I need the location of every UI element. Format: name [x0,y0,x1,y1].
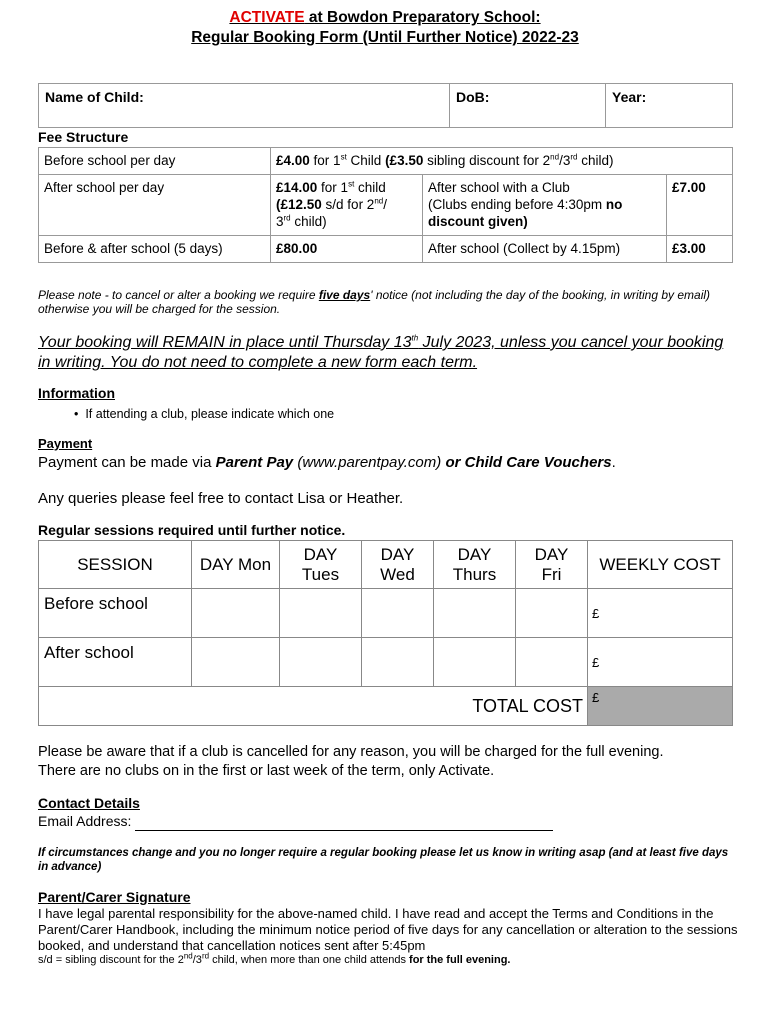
fee-collect-price: £3.00 [667,236,733,263]
cell-after-tue[interactable] [280,638,362,687]
form-title [0,9,770,27]
cell-after-fri[interactable] [516,638,588,687]
col-wed: DAY Wed [362,541,434,589]
cell-before-weekly[interactable]: £ [588,589,733,638]
information-bullet: • If attending a club, please indicate which one [74,407,335,421]
booking-remain-notice: Your booking will REMAIN in place until Thursday 13th July 2023, unless you cancel your booking in writing. You do not need to complete a new form each term. [38,333,724,371]
child-name-field[interactable]: Name of Child: [39,84,450,128]
circumstances-note: If circumstances change and you no longer require a regular booking please let us know in writing asap (and at least five days in advance) [38,847,729,873]
col-fri: DAY Fri [516,541,588,589]
fee-club-label: After school with a Club (Clubs ending before 4:30pm no discount given) [423,175,667,236]
cell-before-fri[interactable] [516,589,588,638]
fee-after-label: After school per day [39,175,271,236]
sibling-discount-footnote: s/d = sibling discount for the 2nd/3rd child, when more than one child attends for the full evening. [38,951,511,966]
table-row [39,687,733,726]
cell-after-mon[interactable] [192,638,280,687]
fee-before-price: £4.00 for 1st Child (£3.50 sibling discount for 2nd/3rd child) [271,148,733,175]
signature-text: I have legal parental responsibility for the above-named child. I have read and accept the Terms and Conditions in the Parent/Carer Handbook, including the minimum notice period of five days for any cancellation or alteration to the sessions booked, and understand that cancellation notices sent after 5:45pm [38,906,738,953]
total-cost-label: TOTAL COST [39,687,588,726]
queries-text: Any queries please feel free to contact Lisa or Heather. [38,490,404,507]
payment-text: Payment can be made via Parent Pay (www.parentpay.com) or Child Care Vouchers. [38,454,616,471]
email-field[interactable] [135,817,553,831]
col-session: SESSION [39,541,192,589]
cell-before-tue[interactable] [280,589,362,638]
cell-after-wed[interactable] [362,638,434,687]
form-subtitle: Regular Booking Form (Until Further Notice) 2022-23 [191,29,579,46]
payment-heading: Payment [38,436,93,451]
sessions-table [38,540,733,726]
sessions-heading: Regular sessions required until further notice. [38,522,346,538]
year-field[interactable]: Year: [606,84,733,128]
cancellation-note: Please note - to cancel or alter a booking we require five days' notice (not including the day of the booking, in writing by email) otherwise you will be charged for the session. [38,288,711,316]
bullet-icon: • [74,407,86,421]
cell-after-weekly[interactable]: £ [588,638,733,687]
fee-before-label: Before school per day [39,148,271,175]
col-thu: DAY Thurs [434,541,516,589]
cell-before-thu[interactable] [434,589,516,638]
title-activate: ACTIVATE [229,9,305,26]
row-before-school: Before school [39,589,192,638]
cell-before-mon[interactable] [192,589,280,638]
dob-field[interactable]: DoB: [450,84,606,128]
fee-collect-label: After school (Collect by 4.15pm) [423,236,667,263]
table-row [39,589,733,638]
col-mon: DAY Mon [192,541,280,589]
signature-heading: Parent/Carer Signature [38,889,191,905]
total-cost-value[interactable]: £ [588,687,733,726]
row-after-school: After school [39,638,192,687]
child-details-table [38,83,733,128]
cell-after-thu[interactable] [434,638,516,687]
fee-structure-table [38,147,733,263]
contact-heading: Contact Details [38,795,140,811]
col-tue: DAY Tues [280,541,362,589]
fee-both-price: £80.00 [271,236,423,263]
fee-both-label: Before & after school (5 days) [39,236,271,263]
information-heading: Information [38,385,115,401]
title-school: at Bowdon Preparatory School: [304,9,541,26]
cell-before-wed[interactable] [362,589,434,638]
col-weekly-cost: WEEKLY COST [588,541,733,589]
club-cancel-notice: Please be aware that if a club is cancelled for any reason, you will be charged for the full evening. There are no clubs on in the first or last week of the term, only Activate. [38,744,664,779]
table-row [39,638,733,687]
fee-structure-heading: Fee Structure [38,129,129,145]
email-label: Email Address: [38,813,132,829]
fee-club-price: £7.00 [667,175,733,236]
fee-after-price: £14.00 for 1st child (£12.50 s/d for 2nd/ 3rd child) [271,175,423,236]
email-row [38,812,553,831]
